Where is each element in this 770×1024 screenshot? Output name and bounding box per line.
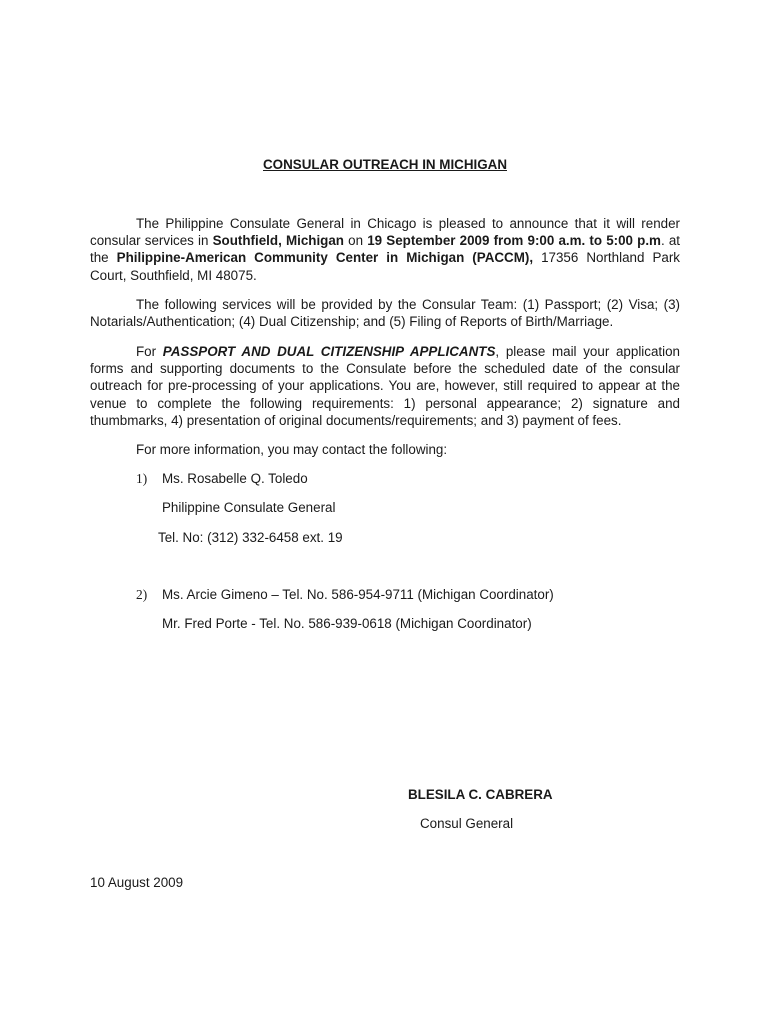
contact-intro: For more information, you may contact the following: xyxy=(136,442,448,457)
applicants-paragraph xyxy=(90,343,680,429)
applicants-text-2: , please mail your application forms and supporting documents to the Consulate before the scheduled date of the consular outreach for pre-processing of your applications. You are, however, still required to appear at the venue to complete the following requirements: 1) personal appearance; 2) signature and thumbmarks, 4) presentation of original documents/requirements; and 3) payment of fees. xyxy=(90,344,681,428)
services-paragraph: The following services will be provided by the Consular Team: (1) Passport; (2) Visa; (3) Notarials/Authentication; (4) Dual Citizenship; and (5) Filing of Reports of Birth/Marriage. xyxy=(90,297,680,330)
signatory-name: BLESILA C. CABRERA xyxy=(408,787,553,802)
applicants-emphasis: PASSPORT AND DUAL CITIZENSHIP APPLICANTS xyxy=(162,344,496,359)
contact-1-organization: Philippine Consulate General xyxy=(162,500,336,515)
contact-2-name-phone: Ms. Arcie Gimeno – Tel. No. 586-954-9711 (Michigan Coordinator) xyxy=(162,587,554,602)
announcement-text-1: The Philippine Consulate General in Chicago is pleased to announce that it will render consular services in xyxy=(90,216,680,249)
contact-1-name: Ms. Rosabelle Q. Toledo xyxy=(162,471,308,486)
announcement-text-4: 17356 Northland Park Court, Southfield, MI 48075. xyxy=(90,250,680,283)
contact-2-line-1 xyxy=(136,586,554,603)
signatory-position: Consul General xyxy=(420,816,514,831)
contact-2-number: 2) xyxy=(136,587,148,602)
outreach-location: Southfield, Michigan xyxy=(212,233,344,249)
contact-1-phone: Tel. No: (312) 332-6458 ext. 19 xyxy=(158,530,343,545)
announcement-text-2: on xyxy=(344,233,368,249)
announcement-paragraph xyxy=(90,215,680,284)
document-title: CONSULAR OUTREACH IN MICHIGAN xyxy=(263,157,507,172)
outreach-venue: Philippine-American Community Center in Michigan (PACCM), xyxy=(116,250,534,266)
applicants-text-1: For xyxy=(136,344,163,359)
announcement-text-3: . at the xyxy=(90,233,681,266)
contact-1-number: 1) xyxy=(136,471,148,486)
contact-2-line-2: Mr. Fred Porte - Tel. No. 586-939-0618 (Michigan Coordinator) xyxy=(162,616,532,631)
contact-1-name-line xyxy=(136,470,308,487)
outreach-datetime: 19 September 2009 from 9:00 a.m. to 5:00 p.m xyxy=(367,233,661,249)
document-date: 10 August 2009 xyxy=(90,875,184,890)
